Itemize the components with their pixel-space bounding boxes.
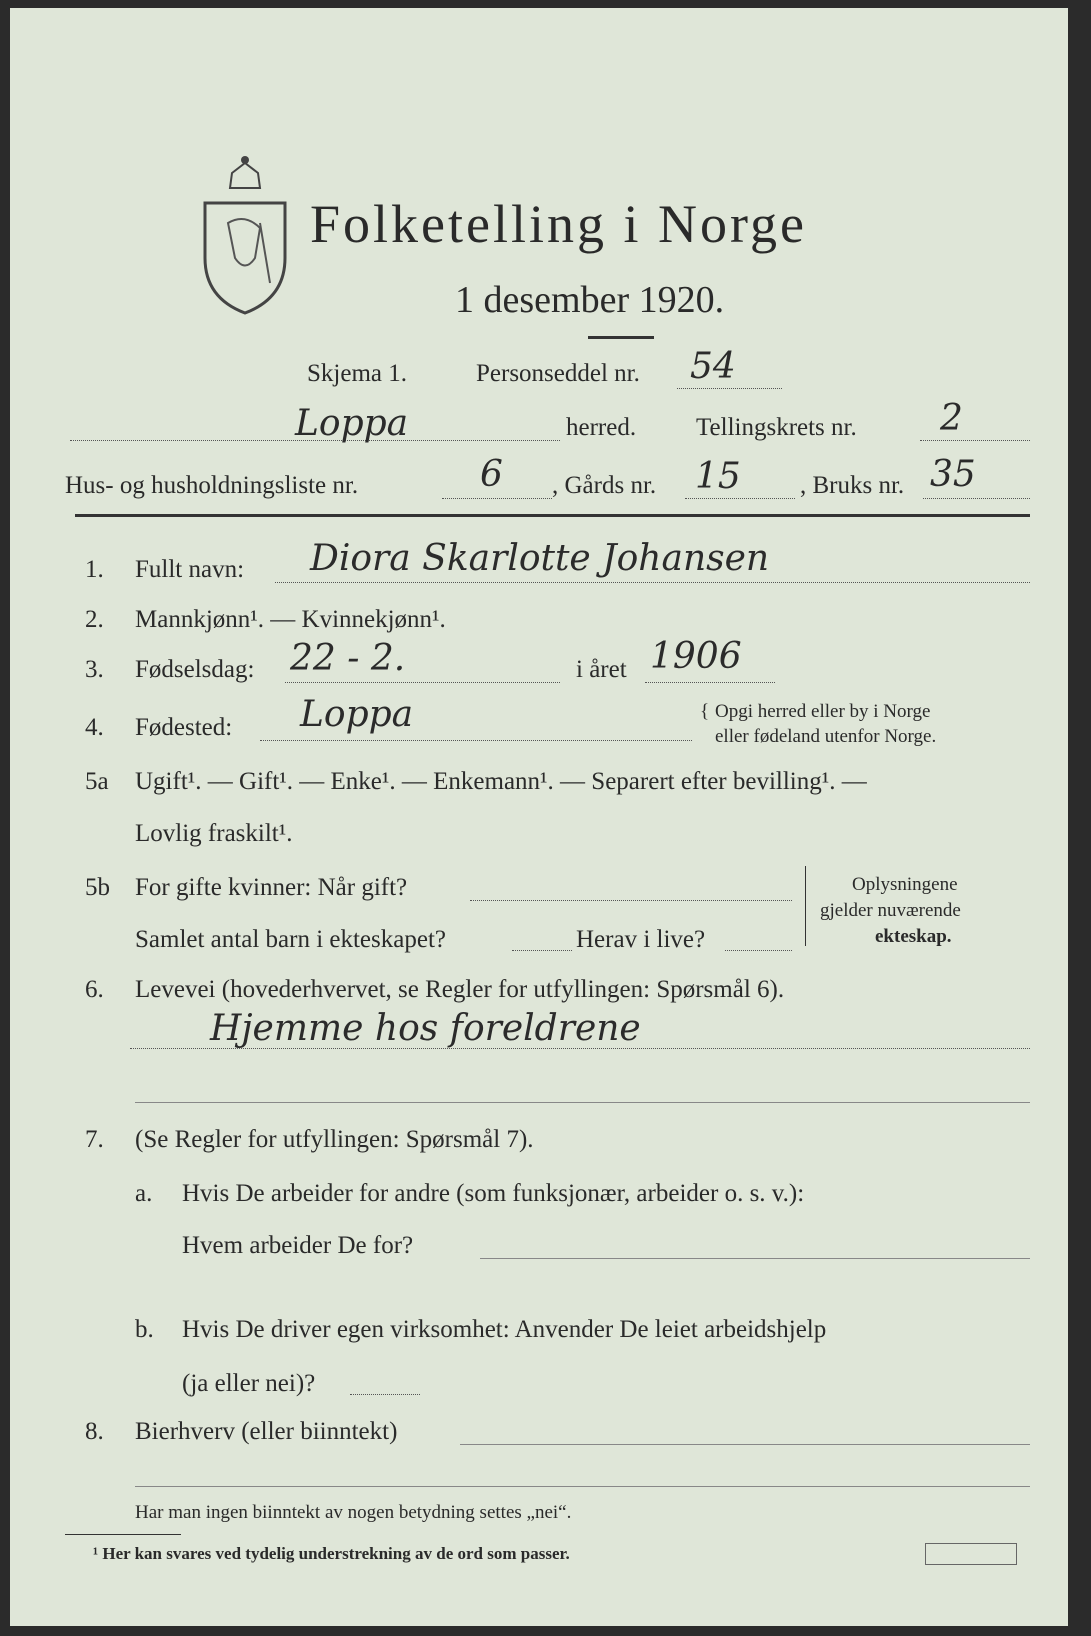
q8-number: 8. xyxy=(85,1418,104,1445)
q3-number: 3. xyxy=(85,656,104,683)
q3-line xyxy=(285,682,560,683)
q7b-line-1: Hvis De driver egen virksomhet: Anvender De leiet arbeidshjelp xyxy=(182,1316,827,1343)
title-divider xyxy=(588,336,654,339)
q4-number: 4. xyxy=(85,714,104,741)
hus-label: Hus- og husholdningsliste nr. xyxy=(65,472,359,499)
herred-label: herred. xyxy=(566,414,637,441)
q4-note-2: eller fødeland utenfor Norge. xyxy=(715,726,937,747)
q5b-note-3: ekteskap. xyxy=(875,926,952,947)
gards-line xyxy=(685,498,795,499)
gards-value[interactable]: 15 xyxy=(695,456,741,497)
section-divider xyxy=(75,514,1030,517)
printer-stamp xyxy=(925,1543,1017,1565)
q7a-line-2: Hvem arbeider De for? xyxy=(182,1232,414,1259)
tellingskrets-label: Tellingskrets nr. xyxy=(696,414,857,441)
q5b-children-total: Samlet antal barn i ekteskapet? xyxy=(135,926,446,953)
hus-value[interactable]: 6 xyxy=(480,454,503,495)
q5b-note-1: Oplysningene xyxy=(852,874,958,895)
birthdate-value[interactable]: 22 - 2. xyxy=(290,638,406,679)
q4-brace: { xyxy=(700,701,710,722)
q5b-line-2 xyxy=(512,950,572,951)
q5b-when-married: For gifte kvinner: Når gift? xyxy=(135,874,408,901)
q7a-answer-line xyxy=(480,1258,1030,1259)
hus-line xyxy=(442,498,552,499)
q4-line xyxy=(260,740,692,741)
personseddel-line xyxy=(677,388,782,389)
q4-label: Fødested: xyxy=(135,714,233,741)
q8-line-2 xyxy=(135,1486,1030,1487)
norway-coat-of-arms-icon xyxy=(200,148,290,318)
birthplace-value[interactable]: Loppa xyxy=(300,694,414,735)
year-label: i året xyxy=(576,656,627,683)
q7b-line-2: (ja eller nei)? xyxy=(182,1370,316,1397)
q5b-note-2: gjelder nuværende xyxy=(820,900,961,921)
q5b-children-alive: Herav i live? xyxy=(576,926,706,953)
occupation-value[interactable]: Hjemme hos foreldrene xyxy=(210,1008,641,1049)
q4-note-1: Opgi herred eller by i Norge xyxy=(715,701,931,722)
q5b-number: 5b xyxy=(85,874,110,901)
q7-label: (Se Regler for utfyllingen: Spørsmål 7). xyxy=(135,1126,534,1153)
tellingskrets-value[interactable]: 2 xyxy=(940,398,963,439)
personseddel-value[interactable]: 54 xyxy=(690,346,736,387)
q7a-line-1: Hvis De arbeider for andre (som funksjonær, arbeider o. s. v.): xyxy=(182,1180,805,1207)
q7-number: 7. xyxy=(85,1126,104,1153)
marital-status-options: Ugift¹. — Gift¹. — Enke¹. — Enkemann¹. — Separert efter bevilling¹. — xyxy=(135,768,867,795)
gender-options: Mannkjønn¹. — Kvinnekjønn¹. xyxy=(135,606,446,633)
census-date: 1 desember 1920. xyxy=(455,279,725,321)
q5a-number: 5a xyxy=(85,768,109,795)
q5b-bracket xyxy=(805,866,806,946)
form-title: Folketelling i Norge xyxy=(310,194,807,254)
bruks-value[interactable]: 35 xyxy=(930,454,976,495)
personseddel-label: Personseddel nr. xyxy=(476,360,640,387)
no-income-note: Har man ingen biinntekt av nogen betydning settes „nei“. xyxy=(135,1502,572,1523)
q3-label: Fødselsdag: xyxy=(135,656,255,683)
census-form xyxy=(10,8,1068,1626)
skjema-label: Skjema 1. xyxy=(307,360,407,387)
bruks-label: , Bruks nr. xyxy=(800,472,905,499)
year-line xyxy=(645,682,775,683)
herred-value[interactable]: Loppa xyxy=(295,403,409,444)
q7b-answer-line xyxy=(350,1394,420,1395)
footnote: ¹ Her kan svares ved tydelig understrekning av de ord som passer. xyxy=(93,1544,570,1563)
q8-line-1 xyxy=(460,1444,1030,1445)
q8-label: Bierhverv (eller biinntekt) xyxy=(135,1418,398,1445)
q2-number: 2. xyxy=(85,606,104,633)
q5b-line-3 xyxy=(725,950,792,951)
footnote-rule xyxy=(65,1534,181,1535)
q1-line xyxy=(275,582,1030,583)
bruks-line xyxy=(923,498,1030,499)
marital-status-divorced: Lovlig fraskilt¹. xyxy=(135,820,293,847)
q7b-letter: b. xyxy=(135,1316,154,1343)
q7a-letter: a. xyxy=(135,1180,153,1207)
gards-label: , Gårds nr. xyxy=(552,472,657,499)
birthyear-value[interactable]: 1906 xyxy=(650,636,742,677)
q1-label: Fullt navn: xyxy=(135,556,245,583)
q6-line-2 xyxy=(135,1102,1030,1103)
tellingskrets-line xyxy=(920,440,1030,441)
full-name-value[interactable]: Diora Skarlotte Johansen xyxy=(310,538,770,579)
q6-number: 6. xyxy=(85,976,104,1003)
q6-label: Levevei (hovederhvervet, se Regler for utfyllingen: Spørsmål 6). xyxy=(135,976,785,1003)
q5b-line-1 xyxy=(470,900,792,901)
q1-number: 1. xyxy=(85,556,104,583)
